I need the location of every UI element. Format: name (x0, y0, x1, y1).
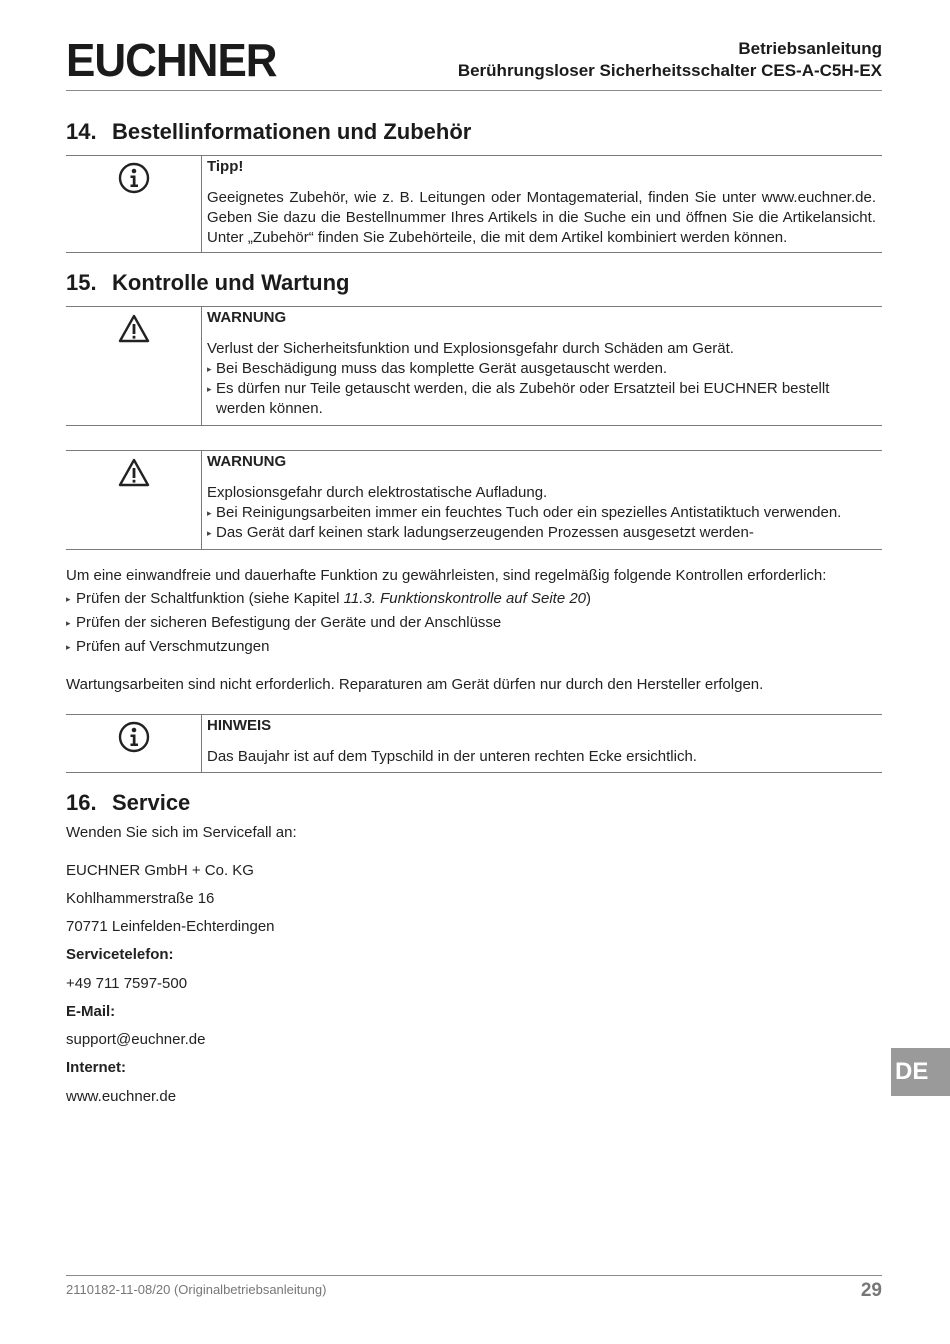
document-type: Betriebsanleitung (738, 39, 882, 58)
phone-number: +49 711 7597-500 (66, 975, 188, 992)
hint-box (66, 714, 882, 773)
email-label: E-Mail: (66, 1003, 116, 1020)
service-intro: Wenden Sie sich im Servicefall an: (66, 824, 297, 841)
warning-title: WARNUNG (207, 453, 287, 470)
section-title: Service (112, 790, 191, 815)
section-title: Kontrolle und Wartung (112, 270, 350, 295)
chapter-reference[interactable]: 11.3. Funktionskontrolle auf Seite 20 (343, 590, 587, 607)
warning-title: WARNUNG (207, 309, 287, 326)
company-name: EUCHNER GmbH + Co. KG (66, 862, 254, 879)
warning-text: Verlust der Sicherheitsfunktion und Explosionsgefahr durch Schäden am Gerät. (207, 340, 734, 357)
check-item: ▸ Prüfen der Schaltfunktion (siehe Kapitel 11.3. Funktionskontrolle auf Seite 20) (66, 589, 591, 609)
section-number: 14. (66, 119, 97, 144)
checks-intro: Um eine einwandfreie und dauerhafte Funktion zu gewährleisten, sind regelmäßig folgende Kontrollen erforderlich: (66, 567, 827, 584)
email-address[interactable]: support@euchner.de (66, 1031, 206, 1048)
info-icon (118, 162, 150, 194)
check-item: ▸ Prüfen auf Verschmutzungen (66, 637, 269, 657)
document-title: Berührungsloser Sicherheitsschalter CES-A-C5H-EX (457, 61, 882, 80)
section-number: 16. (66, 790, 97, 815)
city-address: 70771 Leinfelden-Echterdingen (66, 918, 275, 935)
hint-title: HINWEIS (207, 717, 272, 734)
warning-bullet: ▸ Das Gerät darf keinen stark ladungserzeugenden Prozessen ausgesetzt werden- (207, 523, 876, 543)
warning-icon (118, 457, 150, 489)
hint-text: Das Baujahr ist auf dem Typschild in der unteren rechten Ecke ersichtlich. (207, 748, 697, 765)
maintenance-text: Wartungsarbeiten sind nicht erforderlich. Reparaturen am Gerät dürfen nur durch den Hersteller erfolgen. (66, 676, 764, 693)
footer-divider (66, 1275, 882, 1276)
phone-label: Servicetelefon: (66, 946, 174, 963)
section-14-heading (66, 118, 471, 146)
section-title: Bestellinformationen und Zubehör (112, 119, 472, 144)
warning-bullet: ▸ Bei Beschädigung muss das komplette Gerät ausgetauscht werden. (207, 359, 876, 379)
section-number: 15. (66, 270, 97, 295)
warning-text: Explosionsgefahr durch elektrostatische Aufladung. (207, 484, 548, 501)
section-16-heading (66, 789, 190, 817)
tip-title: Tipp! (207, 158, 244, 175)
info-icon (118, 721, 150, 753)
header-divider (66, 90, 882, 91)
warning-box-2 (66, 450, 882, 550)
tip-text: Geeignetes Zubehör, wie z. B. Leitungen oder Montagematerial, finden Sie unter www.euchner.de. Geben Sie dazu die Bestellnummer Ihres Artikels in die Suche ein und öffnen Sie die Artikelansicht. Unter „Zubehör“ finden Sie Zubehörteile, die mit dem Artikel kombiniert werden können. (207, 189, 876, 246)
document-header (458, 38, 882, 82)
warning-bullet: ▸ Bei Reinigungsarbeiten immer ein feuchtes Tuch oder ein spezielles Antistatiktuch verwenden. (207, 503, 876, 523)
warning-icon (118, 313, 150, 345)
warning-bullet: ▸ Es dürfen nur Teile getauscht werden, die als Zubehör oder Ersatzteil bei EUCHNER bestellt werden können. (207, 379, 876, 419)
internet-label: Internet: (66, 1059, 126, 1076)
document-id: 2110182-11-08/20 (Originalbetriebsanleitung) (66, 1282, 327, 1297)
language-tab: DE (891, 1048, 950, 1096)
website-link[interactable]: www.euchner.de (66, 1088, 177, 1105)
check-item: ▸ Prüfen der sicheren Befestigung der Geräte und der Anschlüsse (66, 613, 501, 633)
warning-box-1 (66, 306, 882, 426)
street-address: Kohlhammerstraße 16 (66, 890, 215, 907)
section-15-heading (66, 269, 349, 297)
page-number: 29 (860, 1280, 882, 1301)
euchner-logo: EUCHNER (66, 34, 277, 87)
tip-box (66, 155, 882, 253)
